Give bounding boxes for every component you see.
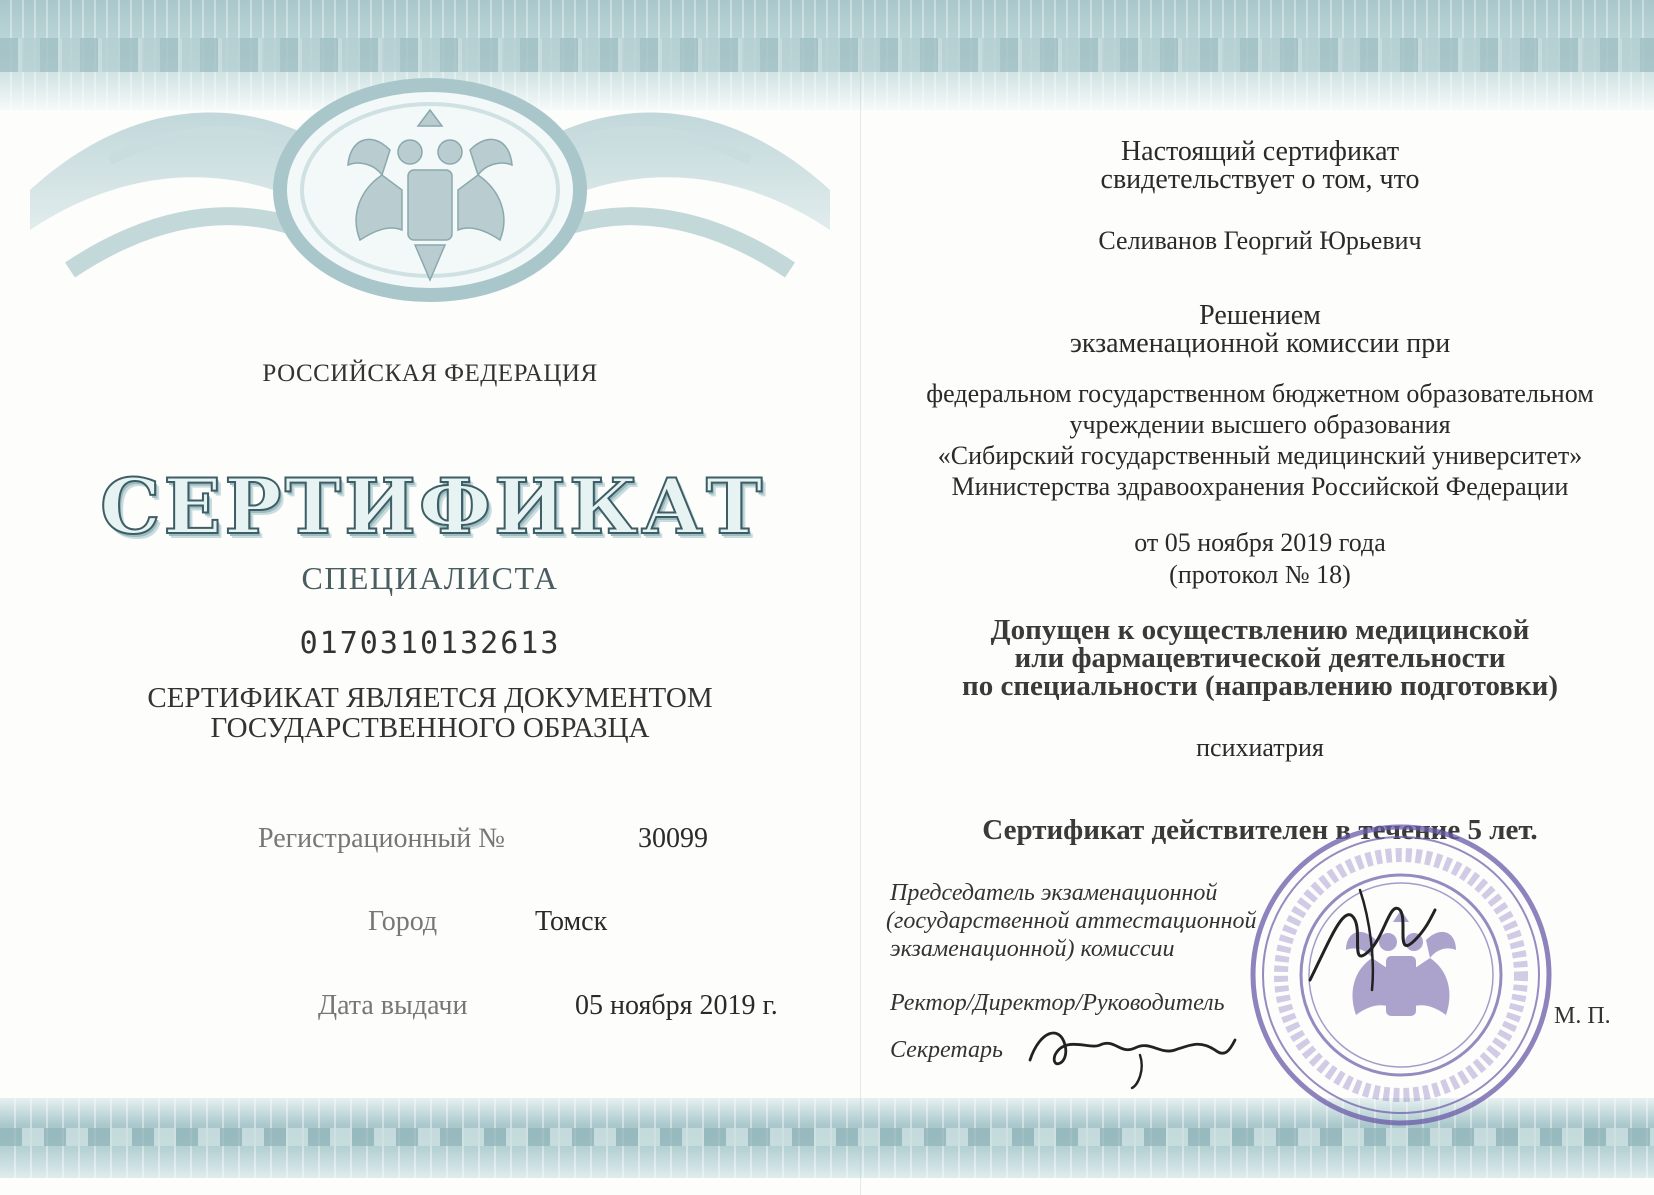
rector-label: Ректор/Директор/Руководитель xyxy=(890,990,1225,1016)
chairman-line-1: Председатель экзаменационной xyxy=(890,880,1218,906)
decision-date: от 05 ноября 2019 года xyxy=(1134,528,1386,557)
certificate-subtitle: СПЕЦИАЛИСТА xyxy=(301,560,559,596)
specialty: психиатрия xyxy=(1196,733,1324,762)
secretary-label: Секретарь xyxy=(890,1037,1003,1063)
admitted-line-1: Допущен к осуществлению медицинской xyxy=(990,614,1530,646)
registration-value: 30099 xyxy=(638,823,708,854)
protocol-number: (протокол № 18) xyxy=(1169,560,1351,589)
institution-line-2: учреждении высшего образования xyxy=(1069,410,1451,439)
document-status-line-1: СЕРТИФИКАТ ЯВЛЯЕТСЯ ДОКУМЕНТОМ xyxy=(147,682,713,714)
admitted-line-2: или фармацевтической деятельности xyxy=(1014,642,1506,674)
registration-label: Регистрационный № xyxy=(258,823,505,854)
validity-statement: Сертификат действителен в течение 5 лет. xyxy=(982,814,1538,846)
decision-line-1: Решением xyxy=(1199,300,1321,331)
institution-line-4: Министерства здравоохранения Российской Федерации xyxy=(951,472,1569,501)
decision-line-2: экзаменационной комиссии при xyxy=(1069,328,1451,359)
coat-of-arms-emblem-icon xyxy=(30,40,830,350)
holder-name: Селиванов Георгий Юрьевич xyxy=(1098,226,1422,255)
issue-date-value: 05 ноября 2019 г. xyxy=(575,990,778,1021)
certificate-number: 0170310132613 xyxy=(299,626,561,661)
city-label: Город xyxy=(368,906,438,937)
document-status-line-2: ГОСУДАРСТВЕННОГО ОБРАЗЦА xyxy=(210,712,650,744)
intro-line-2: свидетельствует о том, что xyxy=(1100,164,1420,195)
intro-line-1: Настоящий сертификат xyxy=(1120,136,1400,167)
chairman-signature-icon xyxy=(1300,880,1440,1000)
page-fold xyxy=(860,0,861,1195)
admitted-line-3: по специальности (направлению подготовки) xyxy=(961,670,1559,702)
issue-date-label: Дата выдачи xyxy=(318,990,468,1021)
chairman-line-2: (государственной аттестационной xyxy=(886,908,1257,934)
institution-line-1: федеральном государственном бюджетном образовательном xyxy=(926,379,1594,408)
secretary-signature-icon xyxy=(1020,1010,1240,1090)
certificate-title: СЕРТИФИКАТ xyxy=(100,462,766,551)
chairman-line-3: экзаменационной) комиссии xyxy=(890,936,1175,962)
country-name: РОССИЙСКАЯ ФЕДЕРАЦИЯ xyxy=(262,360,598,387)
institution-line-3: «Сибирский государственный медицинский университет» xyxy=(937,441,1583,470)
stamp-place: М. П. xyxy=(1554,1003,1611,1029)
city-value: Томск xyxy=(535,906,608,937)
